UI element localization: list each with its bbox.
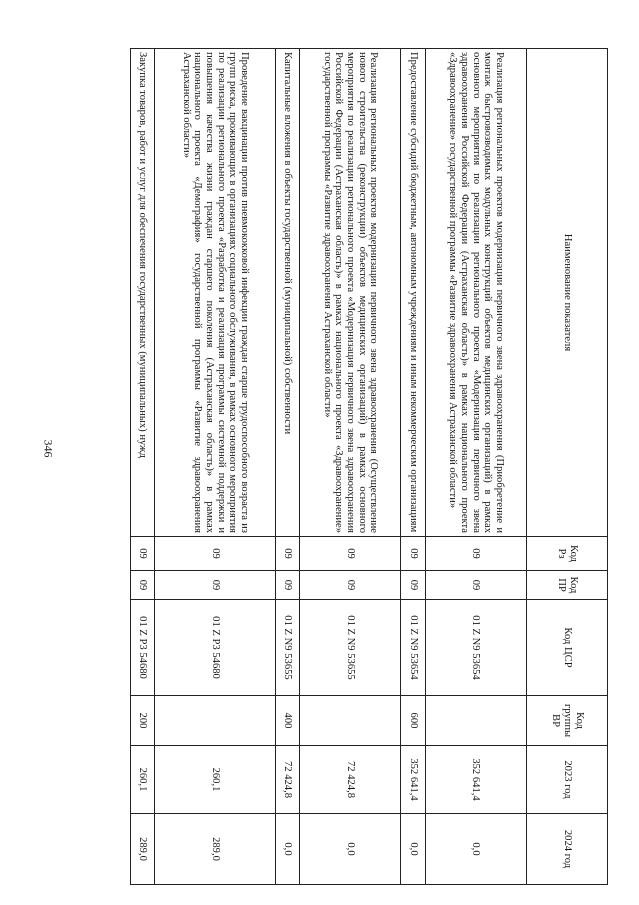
row-vr: 200: [131, 696, 155, 746]
table-row: [155, 49, 276, 885]
row-csr: 01 Z N9 53654: [425, 600, 526, 696]
row-pr: 09: [155, 571, 276, 600]
row-2023: 260,1: [131, 746, 155, 814]
row-vr: 400: [275, 696, 299, 746]
row-name: Проведение вакцинации против пневмококковой инфекции граждан старше трудоспособного возраста из групп риска, проживающих в организациях социального обслуживания, в рамках основного мероприятия по реализации регионального проекта «Разработка и реализация программы системной поддержки и повышения качества жизни граждан старшего поколения (Астраханская область)» в рамках национального проекта «Демография» государственной программы «Развитие здравоохранения Астраханской области»: [155, 49, 276, 537]
row-2024: 289,0: [155, 814, 276, 885]
row-csr: 01 Z N9 53654: [401, 600, 425, 696]
header-rz: Код Рз: [527, 537, 608, 571]
row-name: Закупка товаров, работ и услуг для обеспечения государственных (муниципальных) нужд: [131, 49, 155, 537]
header-vr: Код группы ВР: [527, 696, 608, 746]
row-2023: 352 641,4: [425, 746, 526, 814]
rotated-table-container: [130, 48, 608, 884]
row-rz: 09: [425, 537, 526, 571]
budget-table: [130, 48, 608, 885]
row-pr: 09: [300, 571, 401, 600]
header-row: [527, 49, 608, 885]
row-name: Реализация региональных проектов модернизации первичного звена здравоохранения (Приобретение и монтаж быстровозводимых модульных конструкций объектов медицинских организаций) в рамках основного мероприятия по реализации регионального проекта «Модернизация первичного звена здравоохранения Российской Федерации (Астраханская область)» в рамках национального проекта «Здравоохранение» государственной программы «Развитие здравоохранения Астраханской области»: [425, 49, 526, 537]
row-2024: 289,0: [131, 814, 155, 885]
table-row: [131, 49, 155, 885]
row-vr: [155, 696, 276, 746]
page-number: 346: [41, 439, 56, 458]
row-pr: 09: [131, 571, 155, 600]
row-name: Реализация региональных проектов модернизации первичного звена здравоохранения (Осуществление нового строительства (реконструкции) объектов медицинских организаций) в рамках основного мероприятия по реализации регионального проекта «Модернизация первичного звена здравоохранения Российской Федерации (Астраханская область)» в рамках национального проекта «Здравоохранение» государственной программы «Развитие здравоохранения Астраханской области»: [300, 49, 401, 537]
row-name: Капитальные вложения в объекты государственной (муниципальной) собственности: [275, 49, 299, 537]
row-csr: 01 Z N9 53655: [300, 600, 401, 696]
table-row: [425, 49, 526, 885]
row-2023: 352 641,4: [401, 746, 425, 814]
row-csr: 01 Z P3 54680: [131, 600, 155, 696]
row-pr: 09: [425, 571, 526, 600]
row-name: Предоставление субсидий бюджетным, автономным учреждениям и иным некоммерческим организациям: [401, 49, 425, 537]
row-rz: 09: [401, 537, 425, 571]
row-2024: 0,0: [425, 814, 526, 885]
table-row: [275, 49, 299, 885]
row-vr: 600: [401, 696, 425, 746]
header-name: Наименование показателя: [527, 49, 608, 537]
row-pr: 09: [401, 571, 425, 600]
row-2023: 72 424,8: [275, 746, 299, 814]
row-vr: [425, 696, 526, 746]
header-2023: 2023 год: [527, 746, 608, 814]
row-vr: [300, 696, 401, 746]
row-2024: 0,0: [275, 814, 299, 885]
row-rz: 09: [275, 537, 299, 571]
table-row: [300, 49, 401, 885]
row-2023: 260,1: [155, 746, 276, 814]
row-2023: 72 424,8: [300, 746, 401, 814]
row-rz: 09: [300, 537, 401, 571]
header-2024: 2024 год: [527, 814, 608, 885]
row-rz: 09: [131, 537, 155, 571]
header-pr: Код ПР: [527, 571, 608, 600]
row-2024: 0,0: [300, 814, 401, 885]
header-csr: Код ЦСР: [527, 600, 608, 696]
row-csr: 01 Z P3 54680: [155, 600, 276, 696]
row-rz: 09: [155, 537, 276, 571]
table-row: [401, 49, 425, 885]
row-2024: 0,0: [401, 814, 425, 885]
row-pr: 09: [275, 571, 299, 600]
row-csr: 01 Z N9 53655: [275, 600, 299, 696]
